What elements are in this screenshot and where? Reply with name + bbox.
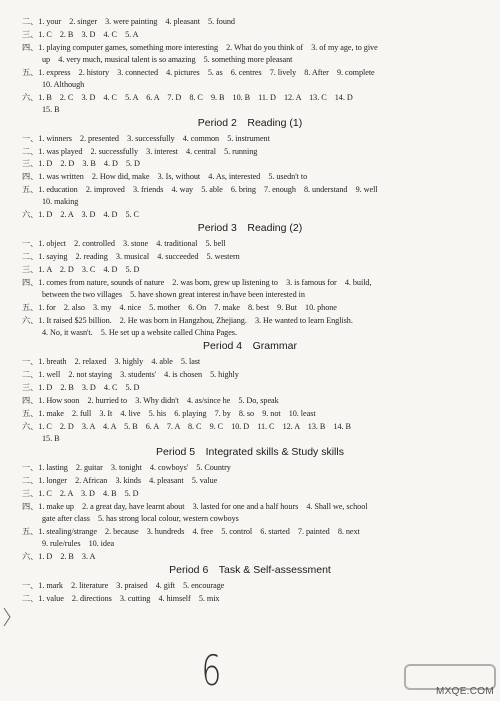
answer-line: 四、1. make up 2. a great day, have learnt about 3. lasted for one and a half hours 4. Shall we, school bbox=[22, 502, 368, 511]
answer-line: 三、1. D 2. B 3. D 4. C 5. D bbox=[22, 383, 140, 392]
answer-line: 三、1. D 2. D 3. B 4. D 5. D bbox=[22, 159, 140, 168]
answer-line: 二、1. saying 2. reading 3. musical 4. succeeded 5. western bbox=[22, 252, 240, 261]
site-watermark bbox=[398, 664, 496, 698]
answer-line: 二、1. longer 2. African 3. kinds 4. pleasant 5. value bbox=[22, 476, 218, 485]
answer-line: 六、1. D 2. B 3. A bbox=[22, 552, 96, 561]
answer-line: 六、1. D 2. A 3. D 4. D 5. C bbox=[22, 210, 139, 219]
answer-line: 4. No, it wasn't. 5. He set up a website called China Pages. bbox=[42, 328, 237, 337]
answer-line: 一、1. lasting 2. guitar 3. tonight 4. cowboys' 5. Country bbox=[22, 463, 231, 472]
answer-line: 四、1. playing computer games, something more interesting 2. What do you think of 3. of my age, to give bbox=[22, 43, 378, 52]
answer-line: 15. B bbox=[42, 105, 60, 114]
answer-line: 二、1. your 2. singer 3. were painting 4. pleasant 5. found bbox=[22, 17, 235, 26]
period-heading: Period 5 Integrated skills & Study skills bbox=[156, 446, 344, 458]
page-number: 6 bbox=[201, 646, 222, 695]
answer-line: 六、1. B 2. C 3. D 4. C 5. A 6. A 7. D 8. C 9. B 10. B 11. D 12. A 13. C 14. D bbox=[22, 93, 353, 102]
answer-line: 三、1. A 2. D 3. C 4. D 5. D bbox=[22, 265, 140, 274]
period-heading: Period 6 Task & Self-assessment bbox=[169, 564, 331, 576]
edge-bracket-mark bbox=[2, 606, 12, 628]
answer-line: 五、1. education 2. improved 3. friends 4. way 5. able 6. bring 7. enough 8. understand 9. well bbox=[22, 185, 378, 194]
answer-line: 10. Although bbox=[42, 80, 85, 89]
answer-line: 一、1. object 2. controlled 3. stone 4. traditional 5. bell bbox=[22, 239, 226, 248]
answer-line: 二、1. well 2. not staying 3. students' 4. is chosen 5. highly bbox=[22, 370, 239, 379]
answer-line: 四、1. How soon 2. hurried to 3. Why didn't 4. as/since he 5. Do, speak bbox=[22, 396, 279, 405]
answer-line: 二、1. value 2. directions 3. cutting 4. himself 5. mix bbox=[22, 594, 220, 603]
answer-line: gate after class 5. has strong local colour, western cowboys bbox=[42, 514, 239, 523]
answer-line: 一、1. mark 2. literature 3. praised 4. gift 5. encourage bbox=[22, 581, 225, 590]
answer-line: 四、1. comes from nature, sounds of nature 2. was born, grew up listening to 3. is famous for 4. build, bbox=[22, 278, 372, 287]
answer-line: 五、1. stealing/strange 2. because 3. hundreds 4. free 5. control 6. started 7. painted 8. next bbox=[22, 527, 360, 536]
watermark-text: MXQE.COM bbox=[436, 686, 494, 697]
answer-line: 五、1. make 2. full 3. It 4. live 5. his 6. playing 7. by 8. so 9. not 10. least bbox=[22, 409, 316, 418]
period-heading: Period 3 Reading (2) bbox=[197, 222, 303, 234]
answer-line: 四、1. was written 2. How did, make 3. Is, without 4. As, interested 5. usedn't to bbox=[22, 172, 308, 181]
period-heading: Period 2 Reading (1) bbox=[197, 117, 303, 129]
answer-line: up 4. very much, musical talent is so amazing 5. something more pleasant bbox=[42, 55, 293, 64]
period-heading: Period 4 Grammar bbox=[203, 340, 297, 352]
answer-line: 六、1. C 2. D 3. A 4. A 5. B 6. A 7. A 8. C 9. C 10. D 11. C 12. A 13. B 14. B bbox=[22, 422, 351, 431]
answer-line: 六、1. It raised $25 billion. 2. He was born in Hangzhou, Zhejiang. 3. He wanted to learn English. bbox=[22, 316, 353, 325]
answer-line: 五、1. for 2. also 3. my 4. nice 5. mother 6. On 7. make 8. best 9. But 10. phone bbox=[22, 303, 337, 312]
answer-line: 10. making bbox=[42, 197, 79, 206]
answer-line: between the two villages 5. have shown great interest in/have been interested in bbox=[42, 290, 305, 299]
answer-line: 9. rule/rules 10. idea bbox=[42, 539, 115, 548]
answer-line: 五、1. express 2. history 3. connected 4. pictures 5. as 6. centres 7. lively 8. After 9. complete bbox=[22, 68, 375, 77]
answer-line: 15. B bbox=[42, 434, 60, 443]
answer-line: 一、1. winners 2. presented 3. successfully 4. common 5. instrument bbox=[22, 134, 270, 143]
answer-line: 三、1. C 2. B 3. D 4. C 5. A bbox=[22, 30, 139, 39]
answer-line: 三、1. C 2. A 3. D 4. B 5. D bbox=[22, 489, 139, 498]
answer-line: 一、1. breath 2. relaxed 3. highly 4. able 5. last bbox=[22, 357, 201, 366]
answer-line: 二、1. was played 2. successfully 3. interest 4. central 5. running bbox=[22, 147, 258, 156]
